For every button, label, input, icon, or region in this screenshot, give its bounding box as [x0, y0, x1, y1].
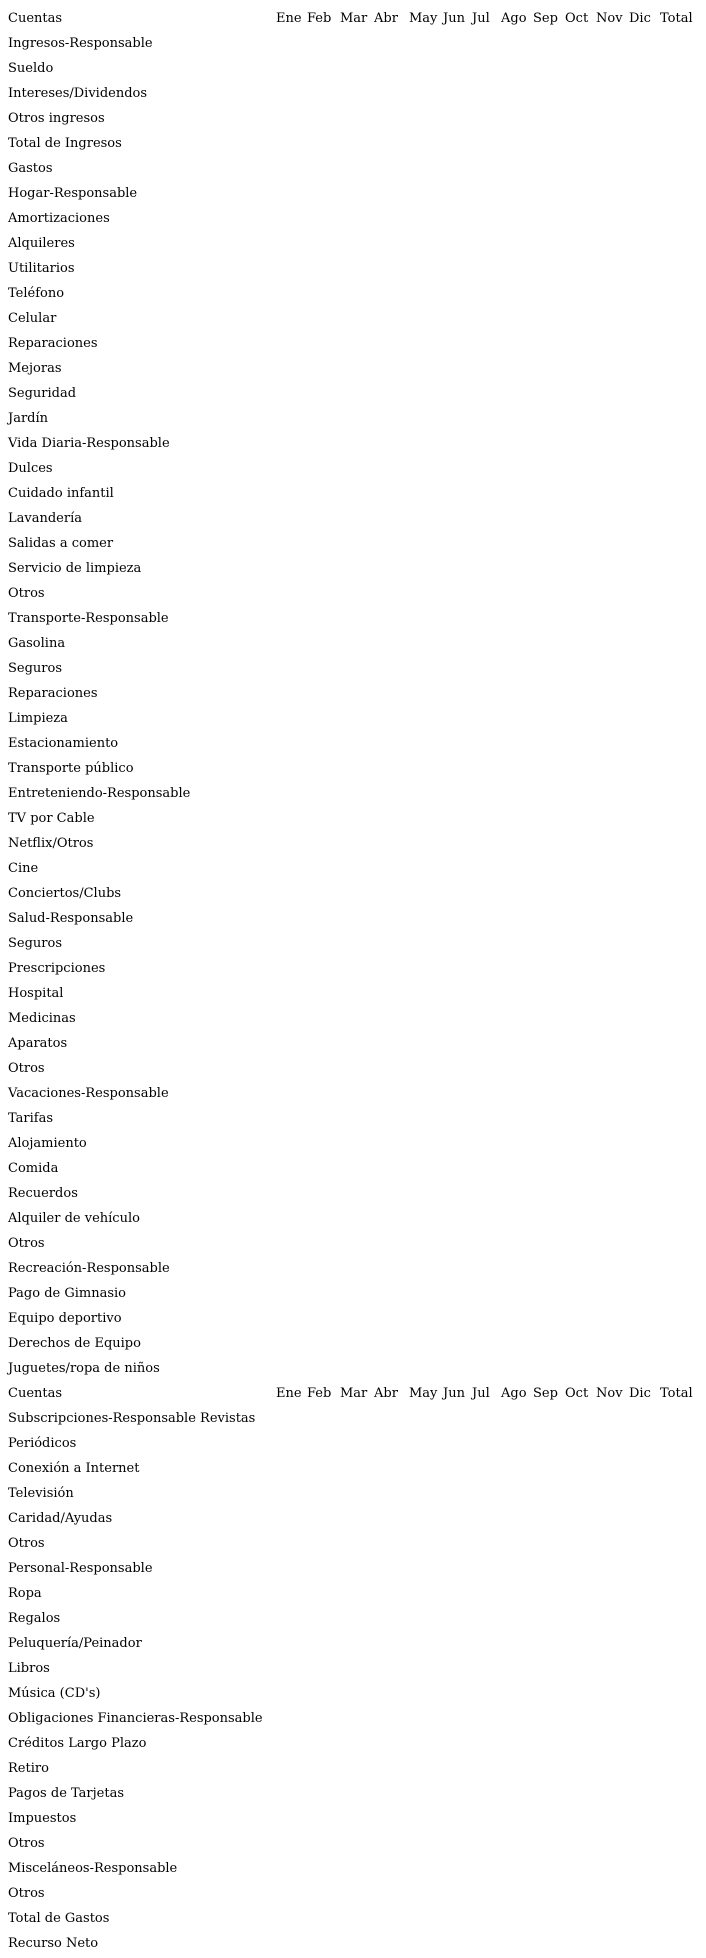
month-header: May — [409, 11, 438, 26]
account-label: Juguetes/ropa de niños — [8, 1361, 160, 1376]
header-row-1 — [8, 6, 698, 31]
account-label: Amortizaciones — [8, 211, 110, 226]
account-row — [8, 1856, 698, 1881]
account-row — [8, 1806, 698, 1831]
column-header-row — [8, 6, 698, 31]
account-label: Transporte público — [8, 761, 134, 776]
account-label: Cine — [8, 861, 39, 876]
month-header: Jun — [443, 1386, 465, 1401]
month-headers — [276, 6, 700, 31]
account-row — [8, 881, 698, 906]
account-label: Comida — [8, 1161, 59, 1176]
account-label: Aparatos — [8, 1036, 68, 1051]
account-row — [8, 281, 698, 306]
account-label: Peluquería/Peinador — [8, 1636, 142, 1651]
month-header: Nov — [596, 1386, 623, 1401]
account-label: Salidas a comer — [8, 536, 114, 551]
account-row — [8, 1256, 698, 1281]
account-label: Utilitarios — [8, 261, 75, 276]
month-header: Ene — [276, 1386, 302, 1401]
month-header: Total — [660, 11, 693, 26]
account-label: Gastos — [8, 161, 53, 176]
account-row — [8, 1106, 698, 1131]
account-row — [8, 756, 698, 781]
month-header: Jun — [443, 11, 465, 26]
account-label: Seguros — [8, 661, 63, 676]
account-label: Música (CD's) — [8, 1686, 101, 1701]
account-label: Alquiler de vehículo — [8, 1211, 140, 1226]
account-row — [8, 1681, 698, 1706]
account-label: Personal-Responsable — [8, 1561, 153, 1576]
account-row — [8, 1281, 698, 1306]
month-header: Abr — [374, 11, 398, 26]
account-row — [8, 981, 698, 1006]
account-row — [8, 1606, 698, 1631]
account-label: Recuerdos — [8, 1186, 78, 1201]
account-row — [8, 831, 698, 856]
account-label: Reparaciones — [8, 336, 98, 351]
account-label: Televisión — [8, 1486, 74, 1501]
account-label: Mejoras — [8, 361, 62, 376]
account-row — [8, 406, 698, 431]
account-label: Total de Ingresos — [8, 136, 122, 151]
account-label: Regalos — [8, 1611, 61, 1626]
account-label: Alojamiento — [8, 1136, 87, 1151]
account-row — [8, 1506, 698, 1531]
account-row — [8, 806, 698, 831]
month-header: Jul — [472, 1386, 490, 1401]
account-label: Seguros — [8, 936, 63, 951]
account-label: Misceláneos-Responsable — [8, 1861, 178, 1876]
account-label: Otros — [8, 586, 45, 601]
account-row — [8, 156, 698, 181]
month-header: Oct — [565, 11, 589, 26]
account-label: Servicio de limpieza — [8, 561, 142, 576]
account-row — [8, 656, 698, 681]
account-label: Conexión a Internet — [8, 1461, 140, 1476]
account-row — [8, 681, 698, 706]
account-row — [8, 106, 698, 131]
account-row — [8, 631, 698, 656]
month-header: Nov — [596, 11, 623, 26]
account-label: Libros — [8, 1661, 50, 1676]
account-row — [8, 706, 698, 731]
account-row — [8, 1531, 698, 1556]
account-label: Limpieza — [8, 711, 68, 726]
section-1-rows — [8, 31, 698, 1381]
account-row — [8, 1931, 698, 1956]
account-label: Retiro — [8, 1761, 49, 1776]
account-label: Otros — [8, 1236, 45, 1251]
account-row — [8, 1731, 698, 1756]
account-label: Lavandería — [8, 511, 82, 526]
account-row — [8, 356, 698, 381]
account-row — [8, 1181, 698, 1206]
header-row-2 — [8, 1381, 698, 1406]
account-row — [8, 1756, 698, 1781]
account-label: Caridad/Ayudas — [8, 1511, 113, 1526]
account-row — [8, 1006, 698, 1031]
account-row — [8, 1306, 698, 1331]
account-row — [8, 1156, 698, 1181]
account-row — [8, 431, 698, 456]
account-row — [8, 56, 698, 81]
accounts-header: Cuentas — [8, 11, 63, 26]
account-row — [8, 1631, 698, 1656]
account-row — [8, 456, 698, 481]
account-row — [8, 1206, 698, 1231]
account-row — [8, 1081, 698, 1106]
account-label: Otros — [8, 1536, 45, 1551]
account-label: Hospital — [8, 986, 64, 1001]
account-row — [8, 131, 698, 156]
account-row — [8, 1406, 698, 1431]
month-header: Oct — [565, 1386, 589, 1401]
account-label: Dulces — [8, 461, 53, 476]
account-label: Obligaciones Financieras-Responsable — [8, 1711, 263, 1726]
account-row — [8, 1056, 698, 1081]
account-label: Netflix/Otros — [8, 836, 94, 851]
account-row — [8, 1881, 698, 1906]
account-row — [8, 1131, 698, 1156]
account-row — [8, 731, 698, 756]
account-row — [8, 1556, 698, 1581]
account-label: Gasolina — [8, 636, 66, 651]
account-label: Salud-Responsable — [8, 911, 134, 926]
account-row — [8, 256, 698, 281]
account-label: Estacionamiento — [8, 736, 119, 751]
account-row — [8, 581, 698, 606]
account-label: Cuidado infantil — [8, 486, 114, 501]
account-row — [8, 1331, 698, 1356]
account-label: Total de Gastos — [8, 1911, 110, 1926]
account-row — [8, 181, 698, 206]
account-row — [8, 206, 698, 231]
account-row — [8, 506, 698, 531]
account-label: Transporte-Responsable — [8, 611, 169, 626]
account-label: Sueldo — [8, 61, 54, 76]
month-header: Feb — [307, 11, 332, 26]
account-label: Prescripciones — [8, 961, 106, 976]
account-row — [8, 331, 698, 356]
month-header: Mar — [340, 11, 368, 26]
month-header: Dic — [629, 11, 651, 26]
account-label: Ingresos-Responsable — [8, 36, 153, 51]
month-header: Ago — [501, 11, 527, 26]
account-row — [8, 306, 698, 331]
account-label: Créditos Largo Plazo — [8, 1736, 147, 1751]
account-row — [8, 231, 698, 256]
account-row — [8, 606, 698, 631]
account-label: Otros ingresos — [8, 111, 105, 126]
account-label: Equipo deportivo — [8, 1311, 122, 1326]
account-row — [8, 31, 698, 56]
month-header: Sep — [533, 11, 558, 26]
month-header: Mar — [340, 1386, 368, 1401]
account-row — [8, 1231, 698, 1256]
accounts-header: Cuentas — [8, 1386, 63, 1401]
account-row — [8, 1906, 698, 1931]
account-label: Medicinas — [8, 1011, 76, 1026]
account-row — [8, 931, 698, 956]
account-label: Jardín — [8, 411, 49, 426]
account-row — [8, 1431, 698, 1456]
account-label: Periódicos — [8, 1436, 77, 1451]
account-label: Hogar-Responsable — [8, 186, 138, 201]
month-headers — [276, 1381, 700, 1406]
account-label: Otros — [8, 1886, 45, 1901]
account-label: Pagos de Tarjetas — [8, 1786, 125, 1801]
account-label: Conciertos/Clubs — [8, 886, 122, 901]
account-label: Vacaciones-Responsable — [8, 1086, 169, 1101]
month-header: Feb — [307, 1386, 332, 1401]
account-label: Subscripciones-Responsable Revistas — [8, 1411, 256, 1426]
month-header: Ene — [276, 11, 302, 26]
budget-sheet — [8, 6, 698, 1956]
month-header: Total — [660, 1386, 693, 1401]
account-row — [8, 1356, 698, 1381]
month-header: Dic — [629, 1386, 651, 1401]
month-header: Jul — [472, 11, 490, 26]
account-label: Recreación-Responsable — [8, 1261, 170, 1276]
account-label: Otros — [8, 1836, 45, 1851]
account-label: Vida Diaria-Responsable — [8, 436, 170, 451]
month-header: Abr — [374, 1386, 398, 1401]
account-label: Recurso Neto — [8, 1936, 99, 1951]
account-label: Otros — [8, 1061, 45, 1076]
account-row — [8, 856, 698, 881]
account-row — [8, 956, 698, 981]
column-header-row — [8, 1381, 698, 1406]
account-row — [8, 1706, 698, 1731]
account-row — [8, 1581, 698, 1606]
account-label: Entreteniendo-Responsable — [8, 786, 191, 801]
account-row — [8, 1456, 698, 1481]
account-label: Ropa — [8, 1586, 42, 1601]
account-row — [8, 556, 698, 581]
account-label: Seguridad — [8, 386, 77, 401]
month-header: Sep — [533, 1386, 558, 1401]
account-row — [8, 1781, 698, 1806]
account-label: Impuestos — [8, 1811, 77, 1826]
account-label: TV por Cable — [8, 811, 95, 826]
account-row — [8, 81, 698, 106]
section-2-rows — [8, 1406, 698, 1956]
month-header: May — [409, 1386, 438, 1401]
account-row — [8, 906, 698, 931]
account-row — [8, 481, 698, 506]
account-row — [8, 1656, 698, 1681]
account-row — [8, 1481, 698, 1506]
account-label: Alquileres — [8, 236, 75, 251]
account-label: Tarifas — [8, 1111, 54, 1126]
account-label: Derechos de Equipo — [8, 1336, 141, 1351]
month-header: Ago — [501, 1386, 527, 1401]
account-row — [8, 1031, 698, 1056]
account-label: Reparaciones — [8, 686, 98, 701]
account-label: Intereses/Dividendos — [8, 86, 148, 101]
account-label: Teléfono — [8, 286, 65, 301]
account-row — [8, 531, 698, 556]
account-row — [8, 1831, 698, 1856]
account-row — [8, 781, 698, 806]
account-label: Pago de Gimnasio — [8, 1286, 126, 1301]
account-label: Celular — [8, 311, 57, 326]
account-row — [8, 381, 698, 406]
